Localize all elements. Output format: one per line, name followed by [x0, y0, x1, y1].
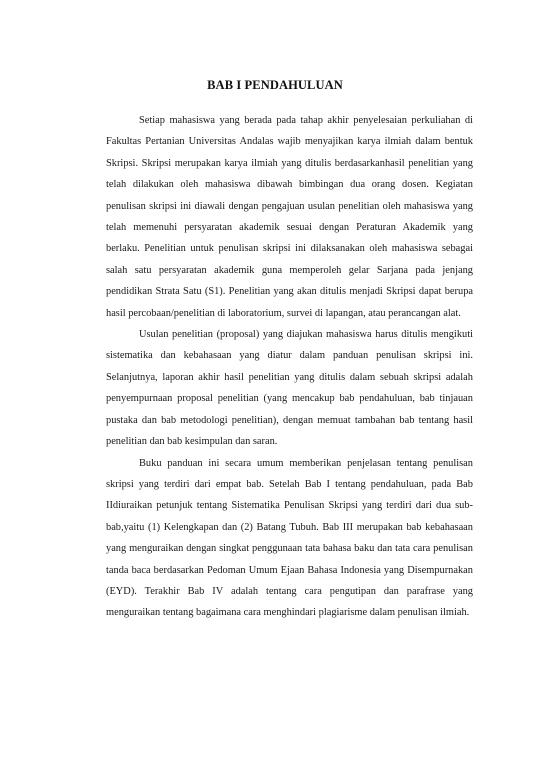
chapter-title: BAB I PENDAHULUAN [207, 78, 343, 92]
paragraph: Buku panduan ini secara umum memberikan penjelasan tentang penulisan skripsi yang terdiri dari empat bab. Setelah Bab I tentang pendahuluan, pada Bab IIdiuraikan petunjuk tentang Sistematika Penulisan Skripsi yang terdiri dari dua sub-bab,yaitu (1) Kelengkapan dan (2) Batang Tubuh. Bab III merupakan bab kebahasaan yang menguraikan dengan singkat penggunaan tata bahasa baku dan tata cara penulisan tanda baca berdasarkan Pedoman Umum Ejaan Bahasa Indonesia yang Disempurnakan (EYD). Terakhir Bab IV adalah tentang cara pengutipan dan parafrase yang menguraikan tentang bagaimana cara menghindari plagiarisme dalam penulisan ilmiah. [106, 457, 473, 619]
paragraph: Usulan penelitian (proposal) yang diajukan mahasiswa harus ditulis mengikuti sistematika dan kebahasaan yang diatur dalam panduan penulisan skripsi ini. Selanjutnya, laporan akhir hasil penelitian yang ditulis dalam sebuah skripsi adalah penyempurnaan proposal penelitian (yang mencakup bab pendahuluan, bab tinjauan pustaka dan bab metodologi penelitian), dengan memuat tambahan bab tentang hasil penelitian dan bab kesimpulan dan saran. [106, 329, 473, 448]
paragraph: Setiap mahasiswa yang berada pada tahap akhir penyelesaian perkuliahan di Fakultas Pertanian Universitas Andalas wajib menyajikan karya ilmiah dalam bentuk Skripsi. Skripsi merupakan karya ilmiah yang ditulis berdasarkanhasil penelitian yang telah dilakukan oleh mahasiswa dibawah bimbingan dua orang dosen. Kegiatan penulisan skripsi ini diawali dengan pengajuan usulan penelitian oleh mahasiswa yang telah memenuhi persyaratan akademik sesuai dengan Peraturan Akademik yang berlaku. Penelitian untuk penulisan skripsi ini dilaksanakan oleh mahasiswa sebagai salah satu persyaratan akademik guna memperoleh gelar Sarjana pada jenjang pendidikan Strata Satu (S1). Penelitian yang akan ditulis menjadi Skripsi dapat berupa hasil percobaan/penelitian di laboratorium, survei di lapangan, atau perancangan alat. [106, 115, 473, 319]
document-body [106, 110, 473, 624]
